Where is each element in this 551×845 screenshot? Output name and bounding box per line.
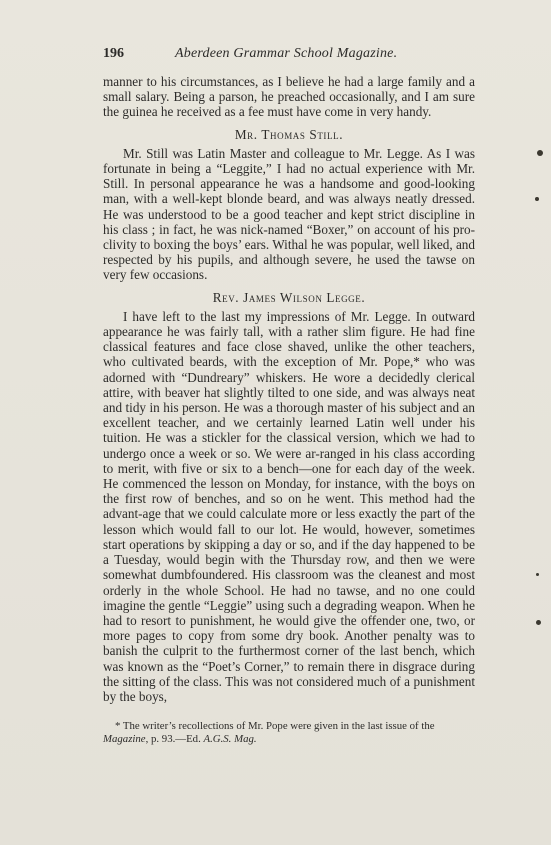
footnote-text [103, 720, 475, 746]
margin-speck [537, 150, 543, 156]
section-heading-still: Mr. Thomas Still. [234, 126, 344, 142]
running-title: Aberdeen Grammar School Magazine. [175, 46, 398, 61]
body-text [103, 74, 475, 704]
page-number: 196 [103, 46, 124, 61]
paragraph-legge: I have left to the last my impressions of Mr. Legge. In outward appearance he was fairly tall, with a rather slim figure. He had fine classical features and face close shaved, unlike the other teachers, who cultivated beards, with the exception of Mr. Pope,* who was adorned with “Dundreary” whiskers. He wore a decidedly clerical attire, with beaver hat slightly tilted to one side, and was always neat and tidy in his person. He was a thorough master of his subject and an excellent teacher, and we certainly learned Latin well under his tuition. He was a stickler for the classical version, which we had to undergo once a week or so. We were ar-ranged in his class according to merit, with five or six to a bench—one for each day of the week. He commenced the lesson on Monday, for instance, with the boys on the first row of benches, and so on he went. This method had the advant-age that we could calculate more or less exactly the part of the lesson which would fall to our lot. He would, however, sometimes start operations by skipping a day or so, and if the day happened to be a Tuesday, would begin with the Thursday row, and then we were somewhat dumbfoundered. His classroom was the cleanest and most orderly in the whole School. He had no tawse, and no one could imagine the gentle “Leggie” using such a degrading weapon. When he had to resort to punishment, he would give the offender one, two, or more pages to copy from some dry book. Another penalty was to banish the culprit to the furthermost corner of the last bench, which was known as the “Poet’s Corner,” to remain there in disgrace during the sitting of the class. This was not considered much of a punishment by the boys, [103, 308, 475, 704]
footnote-source: A.G.S. Mag. [203, 733, 257, 745]
footnote-magazine: Magazine [103, 733, 146, 745]
margin-speck [535, 197, 539, 201]
margin-speck [536, 573, 539, 576]
footnote-text-b: , p. 93.—Ed. [145, 733, 204, 745]
paragraph-continued: manner to his circumstances, as I believe he had a large family and a small salary. Being a parson, he preached occasionally, and I am sure the guinea he received as a fee must have come in very handy. [103, 74, 475, 120]
paragraph-still: Mr. Still was Latin Master and colleague to Mr. Legge. As I was fortunate in being a “Leggite,” I had no actual experience with Mr. Still. In personal appearance he was a handsome and good-looking man, with a well-kept blonde beard, and was always neatly dressed. He was understood to be a good teacher and kept strict discipline in his class ; in fact, he was nick-named “Boxer,” on account of his pro-clivity to boxing the boys’ ears. Withal he was popular, well liked, and respected by his pupils, and although severe, he used the tawse on very few occasions. [103, 145, 475, 283]
margin-speck [536, 620, 541, 625]
footnote [103, 720, 475, 746]
footnote-text-a: * The writer’s recollections of Mr. Pope were given in the last issue of the [115, 720, 435, 732]
section-heading-legge: Rev. James Wilson Legge. [212, 289, 366, 305]
